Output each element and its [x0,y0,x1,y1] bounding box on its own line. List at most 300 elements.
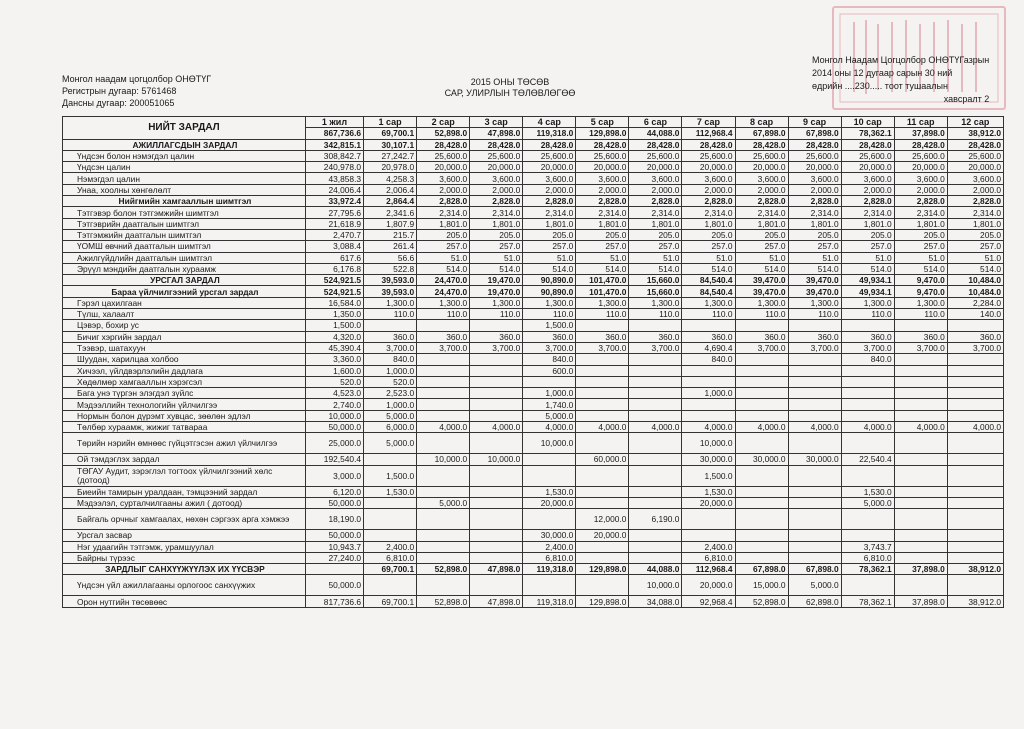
value-cell [629,552,682,563]
value-cell: 20,000.0 [417,162,470,173]
value-cell [364,575,417,596]
value-cell [470,354,523,365]
value-cell: 4,000.0 [417,422,470,433]
value-cell: 67,898.0 [735,564,788,575]
value-cell [470,509,523,530]
value-cell: 1,300.0 [417,297,470,308]
value-cell: 2,400.0 [682,541,735,552]
value-cell [364,320,417,331]
value-cell: 10,484.0 [947,275,1003,286]
value-cell: 110.0 [735,309,788,320]
value-cell [417,399,470,410]
value-cell: 257.0 [788,241,841,252]
value-cell: 25,600.0 [894,150,947,161]
value-cell [947,509,1003,530]
value-cell [947,376,1003,387]
value-cell: 520.0 [364,376,417,387]
value-cell: 51.0 [788,252,841,263]
value-cell [470,320,523,331]
value-cell: 1,801.0 [629,218,682,229]
value-cell: 360.0 [629,331,682,342]
value-cell [894,354,947,365]
value-cell: 1,807.9 [364,218,417,229]
value-cell: 51.0 [576,252,629,263]
column-header: 7 сар [682,117,735,128]
value-cell [894,320,947,331]
value-cell: 522.8 [364,263,417,274]
value-cell: 25,600.0 [788,150,841,161]
value-cell [841,365,894,376]
value-cell [682,399,735,410]
value-cell [841,410,894,421]
value-cell: 360.0 [735,331,788,342]
value-cell [841,575,894,596]
value-cell: 69,700.1 [364,564,417,575]
row-label: Төрийн нэрийн өмнөөс гүйцэтгэсэн ажил үйлчилгээ [63,433,306,454]
value-cell: 51.0 [470,252,523,263]
value-cell: 20,000.0 [894,162,947,173]
value-cell: 360.0 [947,331,1003,342]
value-cell: 360.0 [470,331,523,342]
value-cell [841,376,894,387]
value-cell: 1,300.0 [788,297,841,308]
value-cell [576,552,629,563]
value-cell [470,552,523,563]
value-cell [894,399,947,410]
value-cell: 25,600.0 [682,150,735,161]
row-label: Үндсэн үйл ажиллагааны орлогоос санхүүжих [63,575,306,596]
registration-number: Регистрын дугаар: 5761468 [62,86,177,96]
value-cell [470,376,523,387]
value-cell [894,365,947,376]
value-cell [735,433,788,454]
value-cell: 524,921.5 [305,286,363,297]
row-label: ЗАРДЛЫГ САНХҮҮЖҮҮЛЭХ ИХ ҮҮСВЭР [63,564,306,575]
value-cell [788,410,841,421]
title-line-2: САР, УЛИРЛЫН ТӨЛӨВЛӨГӨӨ [444,88,576,98]
value-cell [735,541,788,552]
organization-name: Монгол наадам цогцолбор ОНӨТҮГ [62,74,212,84]
value-cell [894,497,947,508]
value-cell [735,530,788,541]
total-cell: 112,968.4 [682,128,735,139]
table-row [63,596,1004,607]
value-cell: 1,300.0 [735,297,788,308]
row-label: Төлбөр хураамж, жижиг татвараа [63,422,306,433]
value-cell: 2,828.0 [894,196,947,207]
value-cell: 2,314.0 [735,207,788,218]
value-cell: 257.0 [523,241,576,252]
value-cell: 205.0 [523,229,576,240]
value-cell: 20,000.0 [682,575,735,596]
value-cell: 2,828.0 [841,196,894,207]
value-cell: 2,000.0 [947,184,1003,195]
value-cell: 1,500.0 [682,465,735,486]
value-cell: 1,530.0 [364,486,417,497]
table-row [63,196,1004,207]
value-cell: 360.0 [788,331,841,342]
value-cell [841,320,894,331]
table-row [63,286,1004,297]
table-row [63,241,1004,252]
value-cell: 10,000.0 [305,410,363,421]
value-cell: 2,314.0 [523,207,576,218]
value-cell [682,376,735,387]
value-cell: 3,743.7 [841,541,894,552]
value-cell [576,376,629,387]
table-row [63,422,1004,433]
value-cell: 25,600.0 [576,150,629,161]
value-cell: 2,000.0 [629,184,682,195]
table-row [63,229,1004,240]
value-cell: 3,600.0 [735,173,788,184]
value-cell: 38,912.0 [947,564,1003,575]
value-cell: 3,600.0 [629,173,682,184]
table-row [63,465,1004,486]
value-cell [576,388,629,399]
table-row [63,376,1004,387]
value-cell [364,497,417,508]
column-header: 12 сар [947,117,1003,128]
value-cell: 110.0 [470,309,523,320]
value-cell [894,541,947,552]
value-cell [417,376,470,387]
value-cell [682,509,735,530]
total-cell: 52,898.0 [417,128,470,139]
value-cell [735,486,788,497]
value-cell: 2,828.0 [576,196,629,207]
value-cell [947,433,1003,454]
value-cell [417,465,470,486]
value-cell [947,552,1003,563]
budget-table [62,116,1004,608]
value-cell: 4,000.0 [894,422,947,433]
column-header: 9 сар [788,117,841,128]
value-cell: 9,470.0 [894,275,947,286]
value-cell: 3,600.0 [682,173,735,184]
total-cell: 44,088.0 [629,128,682,139]
value-cell: 1,801.0 [735,218,788,229]
value-cell: 51.0 [841,252,894,263]
value-cell: 24,470.0 [417,286,470,297]
value-cell: 10,000.0 [682,433,735,454]
value-cell: 1,801.0 [470,218,523,229]
value-cell: 3,600.0 [788,173,841,184]
value-cell: 205.0 [735,229,788,240]
value-cell: 3,700.0 [629,342,682,353]
value-cell: 51.0 [629,252,682,263]
value-cell: 240,978.0 [305,162,363,173]
value-cell: 2,828.0 [735,196,788,207]
value-cell: 1,300.0 [576,297,629,308]
value-cell: 257.0 [682,241,735,252]
value-cell: 27,240.0 [305,552,363,563]
value-cell: 28,428.0 [417,139,470,150]
value-cell: 2,828.0 [947,196,1003,207]
value-cell: 25,600.0 [470,150,523,161]
table-row [63,150,1004,161]
value-cell [629,376,682,387]
value-cell: 4,000.0 [470,422,523,433]
value-cell [788,497,841,508]
value-cell [788,376,841,387]
table-row [63,297,1004,308]
value-cell: 50,000.0 [305,575,363,596]
table-row [63,365,1004,376]
value-cell [788,433,841,454]
value-cell [470,486,523,497]
value-cell [894,388,947,399]
value-cell: 2,000.0 [735,184,788,195]
value-cell: 257.0 [947,241,1003,252]
table-row [63,388,1004,399]
value-cell: 840.0 [841,354,894,365]
value-cell: 1,000.0 [523,388,576,399]
value-cell [735,410,788,421]
value-cell: 39,593.0 [364,286,417,297]
value-cell: 51.0 [894,252,947,263]
value-cell: 2,314.0 [841,207,894,218]
table-row [63,263,1004,274]
value-cell: 360.0 [576,331,629,342]
value-cell: 28,428.0 [788,139,841,150]
value-cell [841,530,894,541]
value-cell: 514.0 [470,263,523,274]
table-row [63,497,1004,508]
row-label: Ажилгүйдлийн даатгалын шимтгэл [63,252,306,263]
value-cell: 9,470.0 [894,286,947,297]
value-cell: 1,300.0 [364,297,417,308]
value-cell: 617.6 [305,252,363,263]
document-title [440,77,580,99]
value-cell: 3,600.0 [470,173,523,184]
value-cell: 514.0 [576,263,629,274]
total-cell: 67,898.0 [735,128,788,139]
value-cell: 20,000.0 [682,497,735,508]
value-cell: 30,000.0 [523,530,576,541]
value-cell: 2,828.0 [788,196,841,207]
value-cell [576,320,629,331]
value-cell: 2,400.0 [364,541,417,552]
value-cell [576,497,629,508]
value-cell: 28,428.0 [523,139,576,150]
row-label: Мэдээлэл, сурталчилгааны ажил ( дотоод) [63,497,306,508]
value-cell: 4,000.0 [682,422,735,433]
row-label: Түлш, халаалт [63,309,306,320]
row-label: Бага унэ түргэн элэгдэл зүйлс [63,388,306,399]
table-row [63,275,1004,286]
value-cell [947,410,1003,421]
value-cell: 2,341.6 [364,207,417,218]
value-cell: 20,000.0 [523,162,576,173]
column-header: 11 сар [894,117,947,128]
value-cell: 1,600.0 [305,365,363,376]
value-cell [629,365,682,376]
table-row [63,541,1004,552]
column-header: 3 сар [470,117,523,128]
row-label: Бараа үйлчилгээний урсгал зардал [63,286,306,297]
value-cell [576,354,629,365]
value-cell: 84,540.4 [682,275,735,286]
value-cell: 4,000.0 [841,422,894,433]
table-row [63,184,1004,195]
value-cell [894,454,947,465]
value-cell [788,354,841,365]
value-cell: 3,700.0 [788,342,841,353]
value-cell: 5,000.0 [364,410,417,421]
value-cell: 52,898.0 [735,596,788,607]
column-header: 5 сар [576,117,629,128]
value-cell: 28,428.0 [629,139,682,150]
value-cell: 20,000.0 [576,530,629,541]
value-cell: 360.0 [417,331,470,342]
value-cell: 6,000.0 [364,422,417,433]
value-cell: 51.0 [523,252,576,263]
value-cell [470,410,523,421]
value-cell [470,575,523,596]
value-cell: 28,428.0 [841,139,894,150]
row-label: Тэтгэврийн даатгалын шимтгэл [63,218,306,229]
value-cell: 514.0 [788,263,841,274]
table-row [63,454,1004,465]
value-cell: 52,898.0 [417,596,470,607]
value-cell [788,486,841,497]
total-cell: 69,700.1 [364,128,417,139]
table-row [63,509,1004,530]
value-cell [364,509,417,530]
value-cell: 30,000.0 [682,454,735,465]
value-cell [947,388,1003,399]
value-cell [470,433,523,454]
value-cell [629,433,682,454]
row-label: Нэмэгдэл цалин [63,173,306,184]
value-cell [523,376,576,387]
value-cell: 514.0 [417,263,470,274]
value-cell: 20,000.0 [470,162,523,173]
value-cell: 192,540.4 [305,454,363,465]
value-cell: 360.0 [682,331,735,342]
value-cell [788,365,841,376]
value-cell: 5,000.0 [364,433,417,454]
value-cell: 112,968.4 [682,564,735,575]
value-cell: 257.0 [576,241,629,252]
value-cell [629,530,682,541]
value-cell: 10,000.0 [417,454,470,465]
value-cell: 817,736.6 [305,596,363,607]
order-line-2: 2014 оны 12 дугаар сарын 30 ний [812,68,953,78]
value-cell: 6,810.0 [841,552,894,563]
table-row [63,433,1004,454]
column-header: 8 сар [735,117,788,128]
value-cell: 39,470.0 [788,286,841,297]
value-cell: 47,898.0 [470,564,523,575]
value-cell [947,486,1003,497]
total-cell: 67,898.0 [788,128,841,139]
value-cell: 25,600.0 [841,150,894,161]
value-cell: 3,700.0 [364,342,417,353]
value-cell: 342,815.1 [305,139,363,150]
value-cell: 1,300.0 [841,297,894,308]
value-cell [629,399,682,410]
value-cell: 3,600.0 [894,173,947,184]
value-cell [470,530,523,541]
value-cell: 3,700.0 [576,342,629,353]
value-cell: 30,000.0 [788,454,841,465]
value-cell [470,465,523,486]
value-cell: 205.0 [682,229,735,240]
value-cell: 1,530.0 [682,486,735,497]
value-cell: 21,618.9 [305,218,363,229]
value-cell: 2,314.0 [576,207,629,218]
table-row [63,173,1004,184]
row-label: Шуудан, харилцаа холбоо [63,354,306,365]
value-cell: 3,700.0 [894,342,947,353]
value-cell: 3,000.0 [305,465,363,486]
total-cell: 129,898.0 [576,128,629,139]
value-cell: 308,842.7 [305,150,363,161]
row-label: Тэтгэвэр болон тэтгэмжийн шимтгэл [63,207,306,218]
value-cell [735,497,788,508]
value-cell: 22,540.4 [841,454,894,465]
value-cell: 20,000.0 [629,162,682,173]
value-cell: 3,088.4 [305,241,363,252]
value-cell: 3,600.0 [947,173,1003,184]
row-label: ҮОМШ өвчний даатгалын шимтгэл [63,241,306,252]
value-cell: 110.0 [523,309,576,320]
value-cell: 2,864.4 [364,196,417,207]
value-cell: 15,000.0 [735,575,788,596]
value-cell: 1,300.0 [629,297,682,308]
value-cell: 2,000.0 [894,184,947,195]
value-cell: 129,898.0 [576,596,629,607]
value-cell: 20,000.0 [735,162,788,173]
value-cell: 28,428.0 [682,139,735,150]
value-cell [894,509,947,530]
value-cell: 28,428.0 [947,139,1003,150]
row-label: Тэтгэмжийн даатгалын шимтгэл [63,229,306,240]
value-cell: 4,000.0 [523,422,576,433]
value-cell: 1,801.0 [523,218,576,229]
value-cell: 520.0 [305,376,363,387]
value-cell: 49,934.1 [841,275,894,286]
table-title: НИЙТ ЗАРДАЛ [63,117,306,140]
value-cell: 28,428.0 [735,139,788,150]
value-cell [735,376,788,387]
value-cell: 4,258.3 [364,173,417,184]
value-cell: 51.0 [735,252,788,263]
value-cell: 1,801.0 [788,218,841,229]
value-cell [576,575,629,596]
value-cell: 2,828.0 [523,196,576,207]
value-cell: 2,000.0 [523,184,576,195]
title-line-1: 2015 ОНЫ ТӨСӨВ [470,77,550,87]
table-row [63,139,1004,150]
value-cell: 15,660.0 [629,275,682,286]
value-cell [841,388,894,399]
value-cell: 2,740.0 [305,399,363,410]
value-cell: 2,314.0 [470,207,523,218]
value-cell [894,465,947,486]
value-cell [894,486,947,497]
value-cell [417,486,470,497]
value-cell: 2,284.0 [947,297,1003,308]
table-row [63,218,1004,229]
value-cell: 140.0 [947,309,1003,320]
value-cell [470,497,523,508]
value-cell: 10,000.0 [470,454,523,465]
value-cell [682,365,735,376]
value-cell: 110.0 [576,309,629,320]
